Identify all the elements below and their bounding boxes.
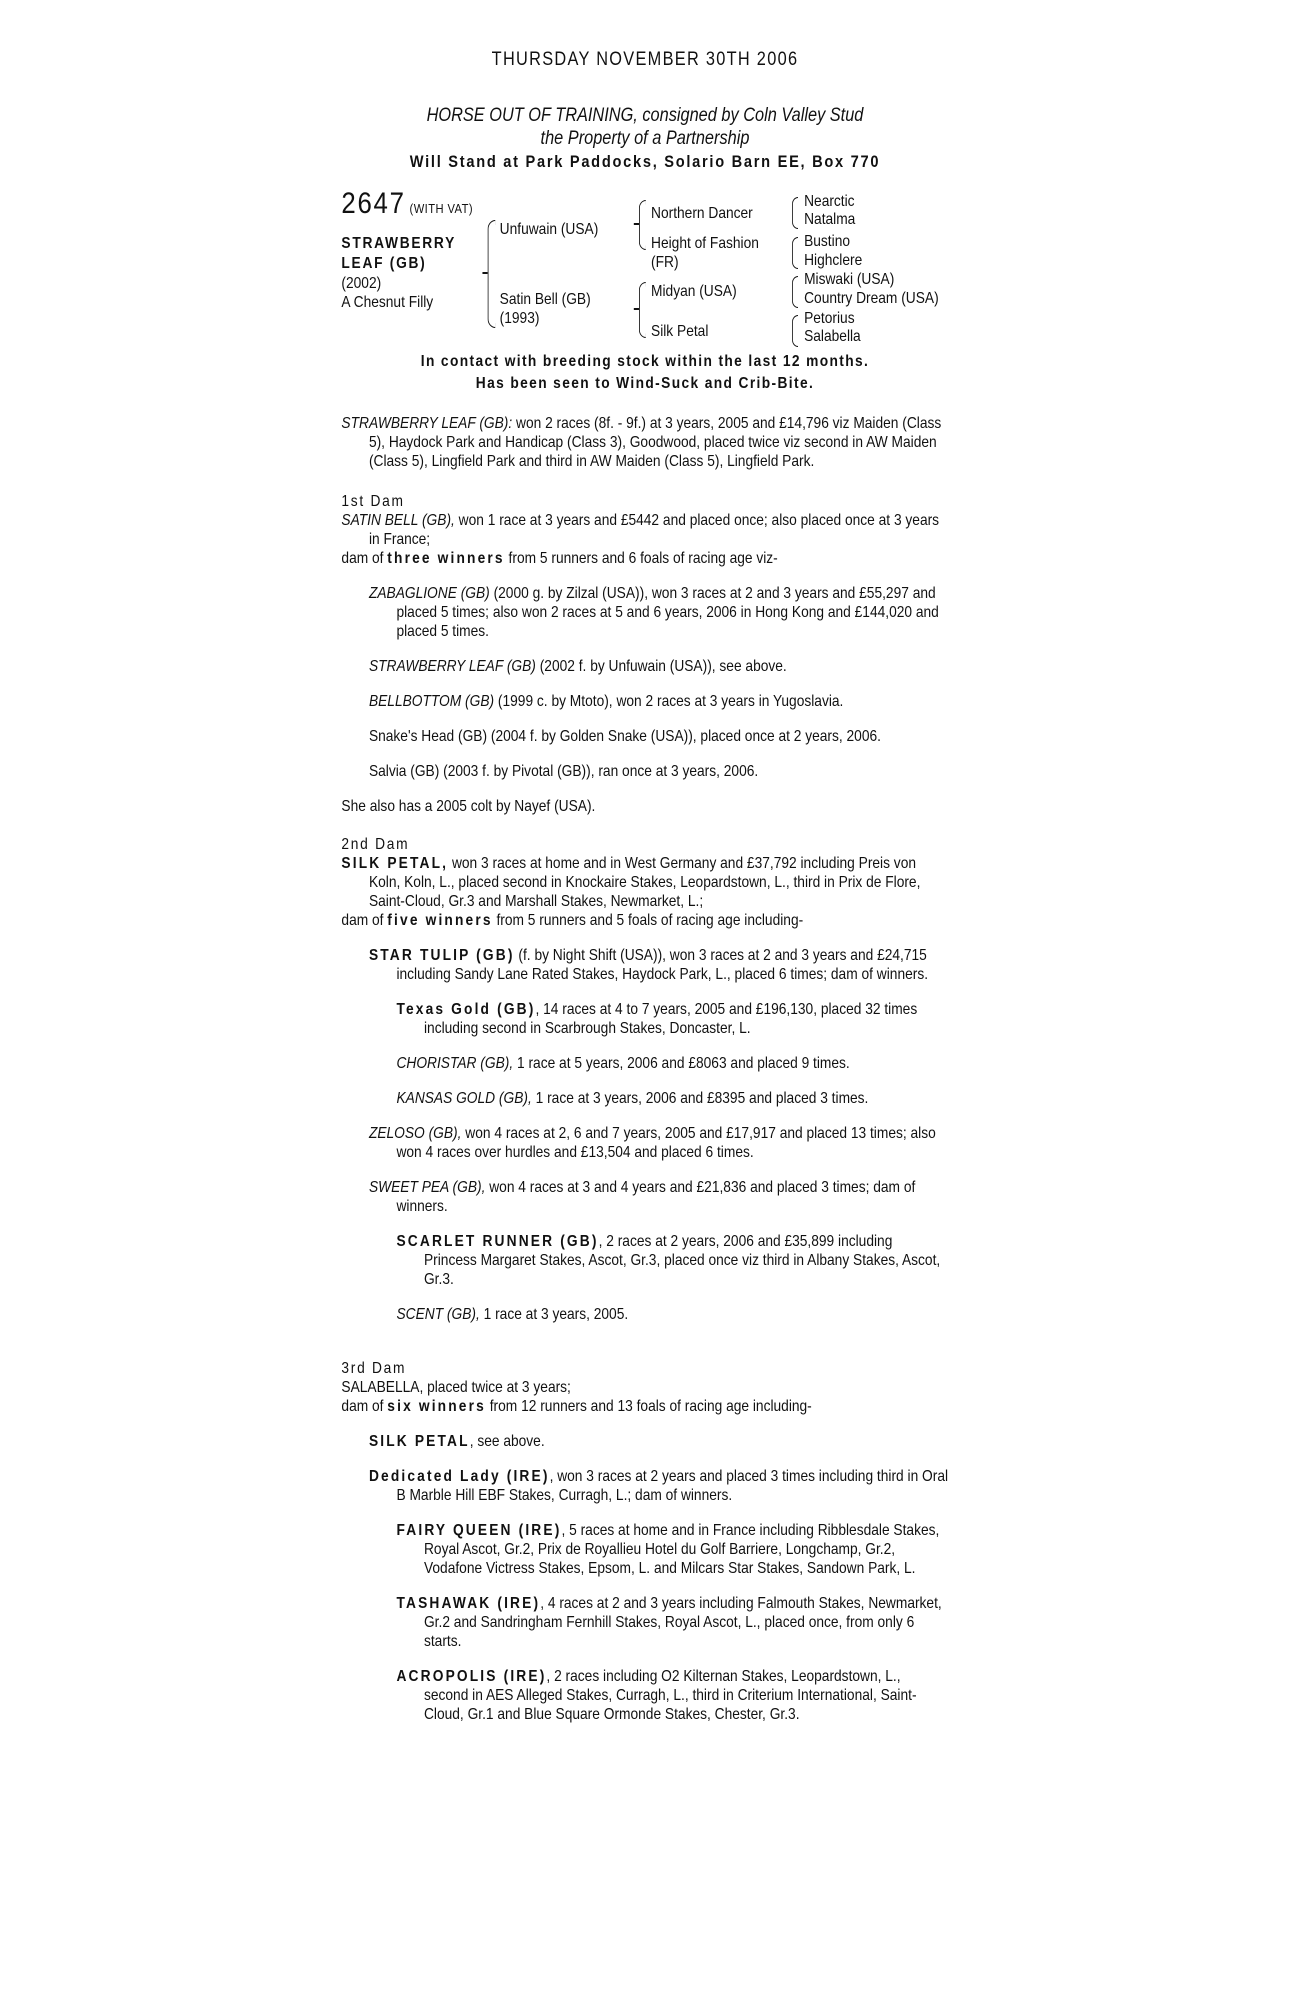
progeny-kansas-gold: KANSAS GOLD (GB), 1 race at 3 years, 2006 and £8395 and placed 3 times.: [396, 1090, 869, 1107]
progeny-strawberry-leaf: STRAWBERRY LEAF (GB) (2002 f. by Unfuwain (USA)), see above.: [368, 658, 787, 675]
third-dam-heading: 3rd Dam: [341, 1360, 407, 1377]
progeny-texas-gold: Texas Gold (GB), 14 races at 4 to 7 years, 2005 and £196,130, placed 32 times including second in Scarbrough Stakes, Doncaster, L.: [396, 1001, 918, 1037]
sire-dam-brace: [488, 220, 496, 328]
g3-salabella: Salabella: [804, 328, 861, 345]
dam-dam: Silk Petal: [651, 323, 709, 340]
progeny-tashawak: TASHAWAK (IRE), 4 races at 2 and 3 years including Falmouth Stakes, Newmarket, Gr.2 and Sandringham Fernhill Stakes, Royal Ascot, L., placed once, from only 6 starts.: [396, 1595, 942, 1650]
windsuck-note: Has been seen to Wind-Suck and Crib-Bite.: [475, 375, 815, 392]
property-line: the Property of a Partnership: [540, 128, 750, 149]
sale-date: THURSDAY NOVEMBER 30TH 2006: [491, 49, 799, 70]
g3-petorius: Petorius: [804, 310, 855, 327]
g3-natalma: Natalma: [804, 211, 856, 228]
progeny-fairy-queen: FAIRY QUEEN (IRE), 5 races at home and in France including Ribblesdale Stakes, Royal Ascot, Gr.2, Prix de Royallieu Hotel du Golf Barriere, Longchamp, Gr.2, Vodafone Victress Stakes, Epsom, L. and Milcars Star Stakes, Sandown Park, L.: [396, 1522, 940, 1577]
vat-label: (WITH VAT): [409, 201, 474, 216]
third-dam-winners: six winners: [387, 1398, 486, 1415]
sire-dam-brace-point: [482, 272, 487, 274]
sire-parents-brace-point: [634, 223, 639, 225]
race-record: [341, 414, 948, 471]
sire-dam-country: (FR): [651, 254, 679, 271]
lot-number-line: [341, 187, 474, 220]
progeny-zabaglione: ZABAGLIONE (GB) (2000 g. by Zilzal (USA)), won 3 races at 2 and 3 years and £55,297 and placed 5 times; also won 2 races at 5 and 6 years, 2006 in Hong Kong and £144,020 and placed 5 times.: [368, 585, 939, 640]
g3-brace-2: [792, 237, 798, 269]
progeny-bellbottom: BELLBOTTOM (GB) (1999 c. by Mtoto), won 2 races at 3 years in Yugoslavia.: [368, 693, 844, 710]
progeny-acropolis: ACROPOLIS (IRE), 2 races including O2 Kilternan Stakes, Leopardstown, L., second in AES Alleged Stakes, Curragh, L., third in Criterium International, Saint-Cloud, Gr.1 and Blue Square Ormonde Stakes, Chester, Gr.3.: [396, 1668, 917, 1723]
progeny-silk-petal: SILK PETAL, see above.: [368, 1433, 545, 1450]
progeny-sweet-pea: SWEET PEA (GB), won 4 races at 3 and 4 years and £21,836 and placed 3 times; dam of winners.: [368, 1179, 916, 1215]
g3-brace-4: [792, 315, 798, 347]
second-dam-name: SILK PETAL,: [341, 855, 449, 872]
progeny-star-tulip: STAR TULIP (GB) (f. by Night Shift (USA)), won 3 races at 2 and 3 years and £24,715 including Sandy Lane Rated Stakes, Haydock Park, L., placed 6 times; dam of winners.: [368, 947, 929, 983]
progeny-scarlet-runner: SCARLET RUNNER (GB), 2 races at 2 years, 2006 and £35,899 including Princess Margaret Stakes, Ascot, Gr.3, placed once viz third in Albany Stakes, Ascot, Gr.3.: [396, 1233, 941, 1288]
dam: Satin Bell (GB): [499, 291, 591, 308]
dam-parents-brace: [639, 282, 646, 338]
dam-year: (1993): [499, 310, 540, 327]
first-dam-produce-line: dam of three winners from 5 runners and 6 foals of racing age viz-: [341, 550, 778, 567]
dam-sire: Midyan (USA): [651, 283, 737, 300]
horse-description: A Chesnut Filly: [341, 294, 434, 311]
first-dam-summary: [341, 511, 948, 549]
record-text: won 2 races (8f. - 9f.) at 3 years, 2005 and £14,796 viz Maiden (Class 5), Haydock Park and Handicap (Class 3), Goodwood, placed twice viz second in AW Maiden (Class 5), Lingfield Park and third in AW Maiden (Class 5), Lingfield Park.: [368, 415, 942, 470]
g3-brace-3: [792, 276, 798, 308]
g3-brace-1: [792, 197, 798, 229]
catalogue-body: [341, 414, 948, 1740]
stand-location: Will Stand at Park Paddocks, Solario Barn EE, Box 770: [409, 152, 881, 171]
second-dam-heading: 2nd Dam: [341, 836, 410, 853]
sire-dam: Height of Fashion: [651, 235, 759, 252]
sire-parents-brace: [639, 200, 646, 250]
horse-name-line2: LEAF (GB): [341, 255, 427, 272]
third-dam-produce-line: dam of six winners from 12 runners and 13 foals of racing age including-: [341, 1398, 812, 1415]
second-dam-winners: five winners: [387, 912, 493, 929]
progeny-scent: SCENT (GB), 1 race at 3 years, 2005.: [396, 1306, 629, 1323]
sire-sire: Northern Dancer: [651, 205, 753, 222]
first-dam-name: SATIN BELL (GB),: [341, 512, 455, 529]
g3-bustino: Bustino: [804, 233, 851, 250]
progeny-salvia: Salvia (GB) (2003 f. by Pivotal (GB)), ran once at 3 years, 2006.: [368, 763, 759, 780]
g3-highclere: Highclere: [804, 252, 863, 269]
first-dam-footer: She also has a 2005 colt by Nayef (USA).: [341, 798, 596, 815]
first-dam-heading: 1st Dam: [341, 493, 405, 510]
catalogue-page: [90, 0, 1199, 2000]
second-dam-produce-line: dam of five winners from 5 runners and 5 foals of racing age including-: [341, 912, 804, 929]
first-dam-text: won 1 race at 3 years and £5442 and placed once; also placed once at 3 years in France;: [368, 512, 940, 548]
progeny-dedicated-lady: Dedicated Lady (IRE), won 3 races at 2 years and placed 3 times including third in Oral B Marble Hill EBF Stakes, Curragh, L.; dam of winners.: [368, 1468, 949, 1504]
record-horse-name: STRAWBERRY LEAF (GB):: [341, 415, 513, 432]
consignor-line: HORSE OUT OF TRAINING, consigned by Coln Valley Stud: [426, 105, 864, 126]
progeny-choristar: CHORISTAR (GB), 1 race at 5 years, 2006 and £8063 and placed 9 times.: [396, 1055, 850, 1072]
g3-miswaki: Miswaki (USA): [804, 271, 895, 288]
first-dam-winners: three winners: [387, 550, 505, 567]
breeding-stock-note: In contact with breeding stock within the last 12 months.: [420, 353, 870, 370]
third-dam-summary: SALABELLA, placed twice at 3 years;: [341, 1379, 571, 1396]
dam-parents-brace-point: [634, 308, 639, 310]
pedigree-table: [90, 187, 1199, 352]
sire: Unfuwain (USA): [499, 221, 599, 238]
second-dam-summary: SILK PETAL, won 3 races at home and in West Germany and £37,792 including Preis von Koln, Koln, L., placed second in Knockaire Stakes, Leopardstown, L., third in Prix de Flore, Saint-Cloud, Gr.3 and Marshall Stakes, Newmarket, L.;: [341, 855, 921, 910]
progeny-snakes-head: Snake's Head (GB) (2004 f. by Golden Snake (USA)), placed once at 2 years, 2006.: [368, 728, 881, 745]
progeny-zeloso: ZELOSO (GB), won 4 races at 2, 6 and 7 years, 2005 and £17,917 and placed 13 times; also won 4 races over hurdles and £13,504 and placed 6 times.: [368, 1125, 936, 1161]
lot-number: 2647: [341, 187, 406, 220]
horse-name-line1: STRAWBERRY: [341, 235, 456, 252]
foaling-year: (2002): [341, 275, 382, 292]
lot-title: [90, 104, 1199, 150]
g3-nearctic: Nearctic: [804, 193, 855, 210]
g3-country-dream: Country Dream (USA): [804, 290, 939, 307]
